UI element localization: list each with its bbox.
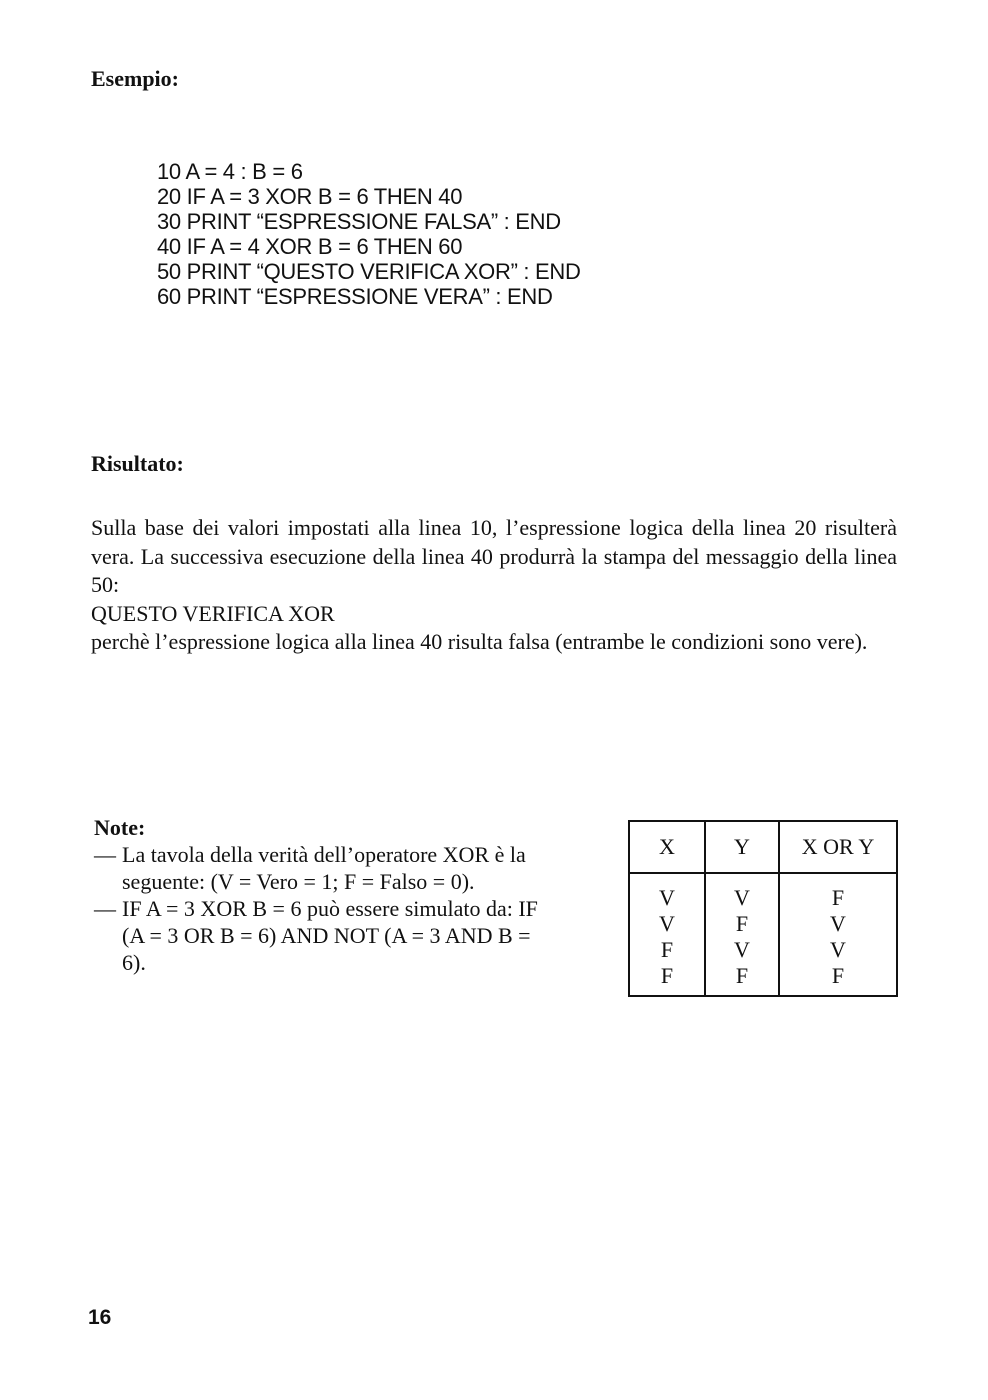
table-row	[629, 937, 897, 963]
table-cell: F	[779, 885, 897, 911]
notes-item	[94, 841, 554, 895]
column-header-x: X	[629, 821, 705, 873]
table-row	[629, 963, 897, 996]
table-cell: V	[705, 885, 779, 911]
notes-heading: Note:	[94, 815, 146, 840]
risultato-message: QUESTO VERIFICA XOR	[91, 600, 335, 626]
table-cell: F	[629, 937, 705, 963]
risultato-heading: Risultato:	[91, 451, 184, 476]
dash-bullet: —	[94, 896, 116, 921]
notes-item-text: IF A = 3 XOR B = 6 può essere simulato da: IF (A = 3 OR B = 6) AND NOT (A = 3 AND B = 6).	[122, 896, 538, 975]
risultato-body	[91, 514, 897, 657]
code-line: 40 IF A = 4 XOR B = 6 THEN 60	[157, 234, 463, 259]
table-cell: F	[705, 911, 779, 937]
notes-item	[94, 895, 554, 976]
table-row	[629, 885, 897, 911]
table-cell: V	[779, 911, 897, 937]
column-header-x-or-y: X OR Y	[779, 821, 897, 873]
table-spacer	[629, 873, 897, 885]
table-cell: V	[629, 885, 705, 911]
dash-bullet: —	[94, 842, 116, 867]
risultato-paragraph: Sulla base dei valori impostati alla linea 10, l’espressione logica della linea 20 risulterà vera. La successiva esecuzione della linea 40 produrrà la stampa del messaggio della linea 50:	[91, 515, 897, 597]
table-cell: F	[629, 963, 705, 996]
table-cell: V	[779, 937, 897, 963]
risultato-paragraph-2: perchè l’espressione logica alla linea 40 risulta falsa (entrambe le condizioni sono vere).	[91, 629, 868, 654]
esempio-heading: Esempio:	[91, 66, 179, 91]
page-number: 16	[88, 1306, 112, 1329]
table-row	[629, 911, 897, 937]
notes-section	[94, 814, 554, 976]
code-line: 10 A = 4 : B = 6	[157, 159, 303, 184]
table-cell: V	[705, 937, 779, 963]
table-cell: F	[705, 963, 779, 996]
table-cell: V	[629, 911, 705, 937]
code-line: 50 PRINT “QUESTO VERIFICA XOR” : END	[157, 259, 581, 284]
code-line: 20 IF A = 3 XOR B = 6 THEN 40	[157, 184, 463, 209]
code-line: 60 PRINT “ESPRESSIONE VERA” : END	[157, 284, 553, 309]
basic-code-listing	[157, 159, 581, 309]
column-header-y: Y	[705, 821, 779, 873]
table-cell: F	[779, 963, 897, 996]
code-line: 30 PRINT “ESPRESSIONE FALSA” : END	[157, 209, 561, 234]
notes-list	[94, 841, 554, 976]
xor-truth-table	[628, 820, 898, 997]
notes-item-text: La tavola della verità dell’operatore XOR è la seguente: (V = Vero = 1; F = Falso = 0).	[122, 842, 526, 894]
table-header-row	[629, 821, 897, 873]
